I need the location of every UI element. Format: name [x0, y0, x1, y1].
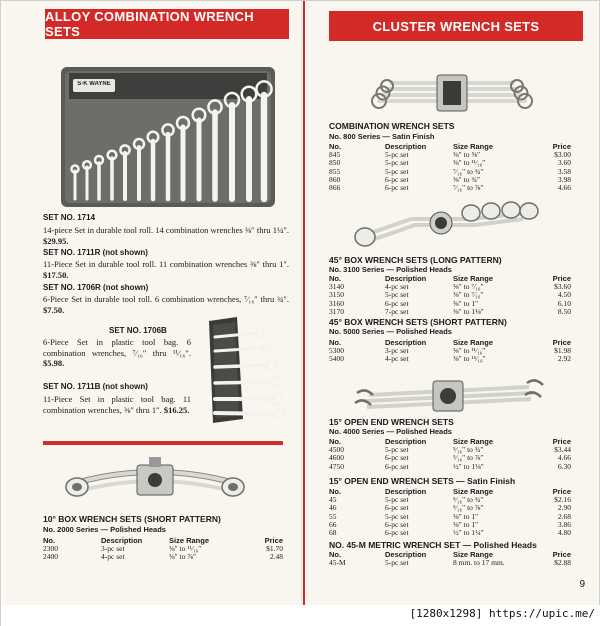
table-row: 55 5-pc set ⅜″ to 1″ 2.68	[329, 511, 571, 521]
box-set-table	[43, 537, 283, 562]
set-number: SET NO. 1711R (not shown)	[43, 248, 148, 257]
page-number: 9	[579, 579, 585, 590]
column-header: Size Range	[453, 550, 494, 559]
column-header: No.	[329, 274, 342, 283]
column-header: Price	[552, 142, 571, 151]
right-banner: CLUSTER WRENCH SETS	[329, 11, 583, 41]
column-header: Size Range	[453, 274, 494, 283]
plastic-bag-photo	[193, 315, 285, 425]
column-header: Price	[264, 536, 283, 545]
table-row: 4500 5-pc set ⁵⁄₁₆″ to ¾″ $3.44	[329, 445, 571, 455]
combination-table	[329, 143, 581, 192]
section-heading: NO. 45-M METRIC WRENCH SET — Polished Heads	[329, 540, 537, 550]
right-page	[307, 1, 597, 605]
short-box-table	[329, 339, 581, 364]
open-end-table	[329, 438, 581, 471]
table-row: 3160 6-pc set ⅜″ to 1″ 6.10	[329, 298, 571, 308]
table-row: 3170 7-pc set ⅜″ to 1⅛″ 8.50	[329, 306, 571, 316]
section-series: No. 3100 Series — Polished Heads	[329, 265, 452, 274]
set-price: $5.98.	[43, 358, 65, 368]
column-header: Description	[385, 437, 427, 446]
table-row: 845 5-pc set ⅜″ to ⅝″ $3.00	[329, 150, 571, 160]
column-header: Price	[552, 550, 571, 559]
table-row: 4750 6-pc set ½″ to 1⅛″ 6.30	[329, 461, 571, 471]
section-series: No. 800 Series — Satin Finish	[329, 132, 435, 141]
column-header: Description	[385, 338, 427, 347]
set-description: 11-Piece Set in plastic tool bag. 11 combination wrenches, ⅜″ thru 1″. $16.25.	[43, 394, 191, 415]
column-header: Size Range	[453, 338, 494, 347]
section-series: No. 5000 Series — Polished Heads	[329, 327, 452, 336]
set-price: $16.25.	[163, 404, 190, 415]
left-banner: ALLOY COMBINATION WRENCH SETS	[45, 9, 289, 39]
table-row: 855 5-pc set ⁷⁄₁₆″ to ¾″ 3.58	[329, 166, 571, 176]
column-header: Size Range	[453, 437, 494, 446]
column-header: Description	[385, 550, 427, 559]
set-description: 6-Piece Set in durable tool roll. 6 combination wrenches, ⁷⁄₁₆″ thru ¾″. $7.50.	[43, 294, 289, 315]
combination-cluster-photo	[367, 71, 537, 117]
column-header: Price	[552, 487, 571, 496]
set-number: SET NO. 1706B	[109, 326, 167, 335]
left-page	[5, 1, 305, 605]
table-row: 5400 4-pc set ⅜″ to ¹⁵⁄₁₆″ 2.92	[329, 354, 571, 364]
section-heading: 45° BOX WRENCH SETS (LONG PATTERN)	[329, 255, 502, 265]
table-row: 66 6-pc set ⅜″ to 1″ 3.86	[329, 519, 571, 529]
column-header: Size Range	[453, 487, 494, 496]
table-row: 3140 4-pc set ⅜″ to ⁷⁄₁₆″ $3.60	[329, 282, 571, 292]
column-header: Description	[385, 274, 427, 283]
section-heading: 45° BOX WRENCH SETS (SHORT PATTERN)	[329, 317, 507, 327]
table-row: 2300 3-pc set ⅜″ to ¹¹⁄₁₆″ $1.70	[43, 544, 283, 554]
section-heading: 15° OPEN END WRENCH SETS	[329, 417, 454, 427]
set-description: 14-piece Set in durable tool roll. 14 combination wrenches ⅜″ thru 1¼″. $29.95.	[43, 225, 289, 246]
open-end-wrench-photo	[351, 373, 547, 417]
set-number: SET NO. 1714	[43, 213, 96, 222]
brand-logo-label: S-K WAYNE	[77, 81, 111, 87]
box-set-heading: 10° BOX WRENCH SETS (SHORT PATTERN)	[43, 514, 221, 524]
set-number: SET NO. 1706R (not shown)	[43, 283, 149, 292]
metric-table	[329, 551, 581, 567]
set-price: $17.50.	[43, 269, 69, 280]
table-row: 3150 5-pc set ⅜″ to ⁷⁄₁₆″ 4.50	[329, 290, 571, 300]
table-header-row	[43, 537, 283, 545]
box-wrench-set-photo	[65, 453, 245, 509]
section-divider	[43, 441, 283, 445]
column-header: No.	[329, 487, 342, 496]
table-row: 866 6-pc set ⁷⁄₁₆″ to ⅞″ 4.66	[329, 183, 571, 193]
tool-roll-photo	[61, 67, 275, 207]
long-box-table	[329, 275, 581, 316]
table-row: 45 5-pc set ⁵⁄₁₆″ to ¾″ $2.16	[329, 495, 571, 505]
column-header: No.	[329, 142, 342, 151]
table-row: 860 6-pc set ⅜″ to ¾″ 3.98	[329, 174, 571, 184]
set-price: $7.50.	[43, 304, 65, 315]
table-row: 2400 4-pc set ⅜″ to ⅞″ 2.48	[43, 552, 283, 562]
table-row: 68 6-pc set ½″ to 1¼″ 4.80	[329, 528, 571, 538]
table-row: 4600 6-pc set ⁵⁄₁₆″ to ⅞″ 4.66	[329, 453, 571, 463]
column-header: Description	[385, 487, 427, 496]
set-number: SET NO. 1711B (not shown)	[43, 382, 148, 391]
column-header: Size Range	[453, 142, 494, 151]
section-heading: COMBINATION WRENCH SETS	[329, 121, 455, 131]
table-row: 5300 3-pc set ⅜″ to ¹¹⁄₁₆″ $1.98	[329, 346, 571, 356]
set-description: 11-Piece Set in durable tool roll. 11 combination wrenches ⅜″ thru 1″. $17.50.	[43, 259, 289, 280]
satin-open-end-table	[329, 488, 581, 537]
watermark: [1280x1298] https://upic.me/	[409, 607, 595, 620]
long-box-wrench-photo	[351, 199, 541, 251]
set-price: $29.95.	[43, 235, 69, 246]
column-header: No.	[329, 338, 342, 347]
box-set-series: No. 2000 Series — Polished Heads	[43, 525, 166, 534]
column-header: No.	[43, 536, 56, 545]
column-header: No.	[329, 550, 342, 559]
spine-red-line	[303, 1, 305, 605]
set-description: 6-Piece Set in plastic tool bag. 6 combination wrenches, ⁷⁄₁₆″ thru ¹¹⁄₁₆″. $5.98.	[43, 337, 191, 368]
table-row: 46 6-pc set ⁵⁄₁₆″ to ⅞″ 2.90	[329, 503, 571, 513]
section-series: No. 4000 Series — Polished Heads	[329, 427, 452, 436]
table-row: 850 5-pc set ⅜″ to ¹¹⁄₁₆″ 3.60	[329, 158, 571, 168]
column-header: Size Range	[169, 536, 210, 545]
column-header: No.	[329, 437, 342, 446]
column-header: Price	[552, 338, 571, 347]
column-header: Price	[552, 437, 571, 446]
column-header: Description	[101, 536, 143, 545]
table-row: 45-M 5-pc set 8 mm. to 17 mm. $2.88	[329, 558, 571, 568]
column-header: Price	[552, 274, 571, 283]
section-heading: 15° OPEN END WRENCH SETS — Satin Finish	[329, 476, 516, 486]
column-header: Description	[385, 142, 427, 151]
